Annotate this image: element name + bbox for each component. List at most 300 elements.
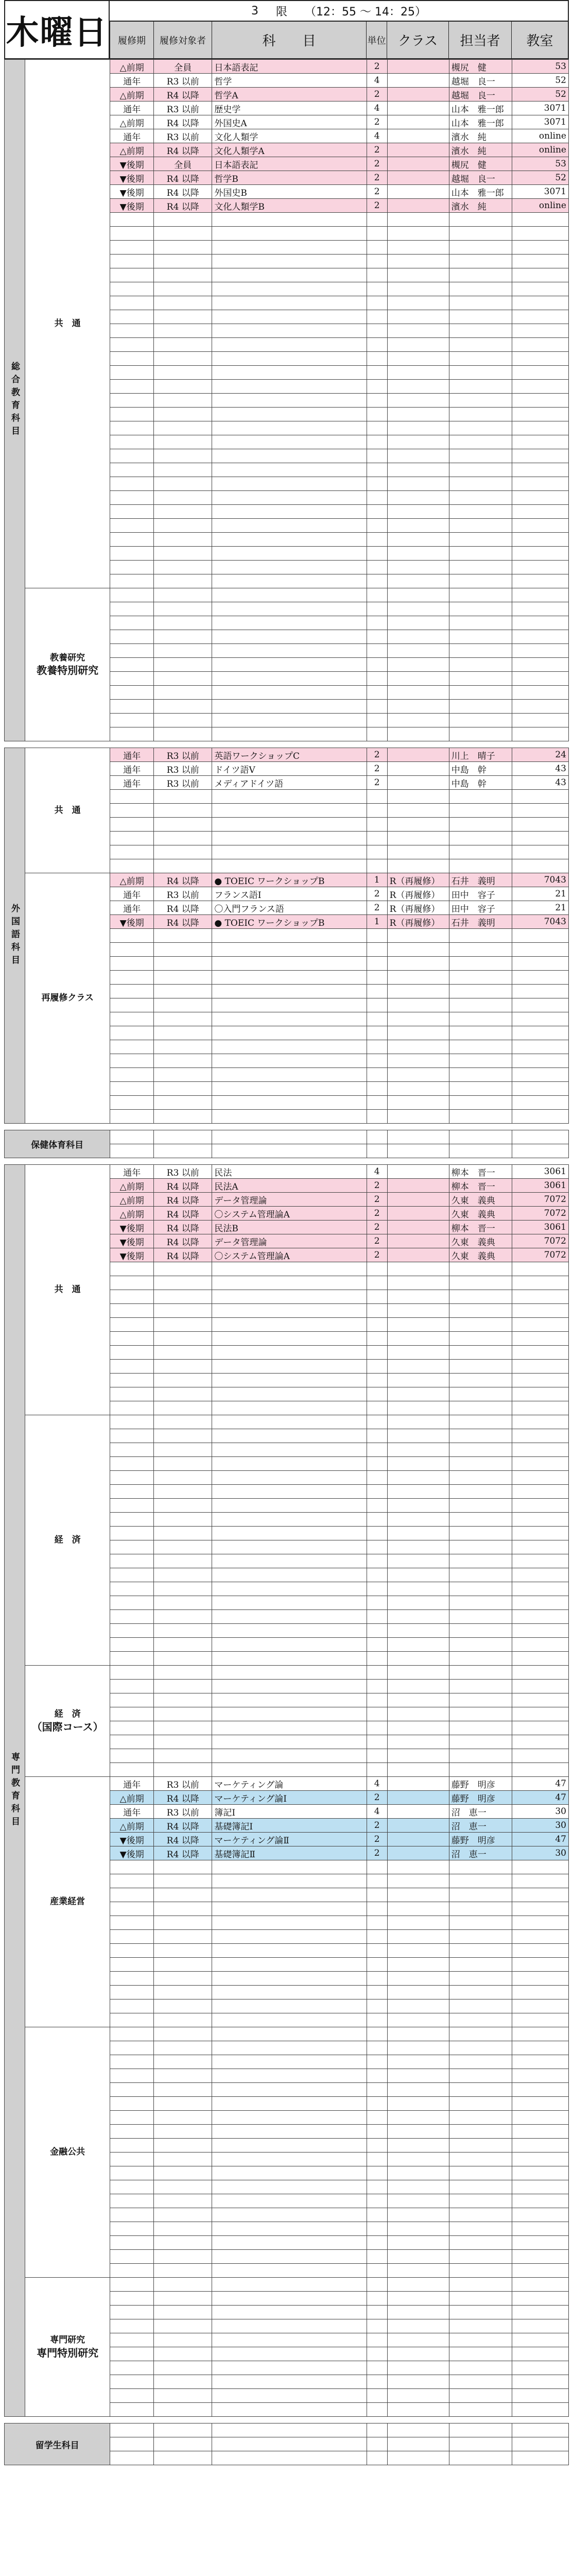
subject-cell xyxy=(212,449,367,463)
term-cell xyxy=(110,2013,154,2027)
class-cell xyxy=(387,818,449,832)
term-cell xyxy=(110,1040,154,1054)
period-label: 限 xyxy=(276,5,288,19)
class-cell xyxy=(387,213,449,227)
subject-cell xyxy=(212,310,367,324)
units-cell: 1 xyxy=(367,915,387,929)
teacher-cell xyxy=(449,2278,512,2292)
subject-cell xyxy=(212,929,367,943)
subject-cell xyxy=(212,1318,367,1332)
term-cell xyxy=(110,1485,154,1499)
subject-cell xyxy=(212,1401,367,1415)
target-cell xyxy=(154,2041,212,2055)
units-cell xyxy=(367,1499,387,1513)
target-cell xyxy=(154,519,212,533)
term-cell xyxy=(110,574,154,588)
term-cell xyxy=(110,1749,154,1763)
subject-cell xyxy=(212,2013,367,2027)
teacher-cell xyxy=(449,463,512,477)
room-cell: 7072 xyxy=(512,1248,568,1262)
room-cell: 3071 xyxy=(512,101,568,115)
units-cell xyxy=(367,1944,387,1958)
room-cell xyxy=(512,1499,568,1513)
class-cell xyxy=(387,1986,449,1999)
teacher-cell xyxy=(449,435,512,449)
room-cell: 7043 xyxy=(512,915,568,929)
target-cell: 全員 xyxy=(154,60,212,74)
subcategory-cell xyxy=(25,588,110,741)
class-cell xyxy=(387,1763,449,1777)
units-cell: 2 xyxy=(367,1207,387,1221)
teacher-cell xyxy=(449,2069,512,2083)
gap-cell xyxy=(5,2417,569,2424)
term-cell xyxy=(110,2236,154,2250)
class-cell xyxy=(387,1874,449,1888)
teacher-cell: 濱水 純 xyxy=(449,143,512,157)
room-cell xyxy=(512,352,568,366)
subject-cell xyxy=(212,1638,367,1652)
units-cell xyxy=(367,644,387,658)
column-header-row xyxy=(110,22,569,59)
teacher-cell xyxy=(449,477,512,491)
teacher-cell xyxy=(449,408,512,421)
class-cell xyxy=(387,1805,449,1819)
units-cell xyxy=(367,1986,387,1999)
target-cell: R3 以前 xyxy=(154,1777,212,1791)
subject-cell: 文化人類学 xyxy=(212,129,367,143)
units-cell xyxy=(367,1930,387,1944)
teacher-cell xyxy=(449,1054,512,1068)
target-cell xyxy=(154,380,212,394)
teacher-cell xyxy=(449,1582,512,1596)
room-cell xyxy=(512,296,568,310)
term-cell xyxy=(110,477,154,491)
term-cell xyxy=(110,818,154,832)
room-cell: 30 xyxy=(512,1819,568,1833)
teacher-cell xyxy=(449,998,512,1012)
class-cell xyxy=(387,658,449,672)
class-cell xyxy=(387,1221,449,1234)
room-cell xyxy=(512,804,568,818)
subject-cell: 〇システム管理論A xyxy=(212,1207,367,1221)
class-cell xyxy=(387,1735,449,1749)
subject-cell xyxy=(212,1290,367,1304)
col-header-units: 単位 xyxy=(366,22,387,58)
units-cell xyxy=(367,2437,387,2451)
target-cell xyxy=(154,2055,212,2069)
units-cell xyxy=(367,310,387,324)
subject-cell xyxy=(212,2437,367,2451)
room-cell: 3061 xyxy=(512,1165,568,1179)
subcategory-name: 再履修クラス xyxy=(41,993,94,1004)
room-cell xyxy=(512,1110,568,1124)
room-cell xyxy=(512,1068,568,1082)
subject-cell xyxy=(212,2208,367,2222)
teacher-cell xyxy=(449,957,512,971)
class-cell xyxy=(387,1248,449,1262)
target-cell xyxy=(154,1346,212,1360)
teacher-cell xyxy=(449,449,512,463)
units-cell: 4 xyxy=(367,1777,387,1791)
target-cell: R3 以前 xyxy=(154,776,212,790)
term-cell xyxy=(110,2306,154,2319)
subject-cell xyxy=(212,1471,367,1485)
target-cell xyxy=(154,686,212,700)
units-cell xyxy=(367,1527,387,1540)
teacher-cell: 石井 義明 xyxy=(449,915,512,929)
subject-cell: 民法A xyxy=(212,1179,367,1193)
class-cell xyxy=(387,477,449,491)
teacher-cell xyxy=(449,533,512,547)
subject-cell: 簿記Ⅰ xyxy=(212,1805,367,1819)
units-cell xyxy=(367,2027,387,2041)
room-cell xyxy=(512,2306,568,2319)
teacher-cell xyxy=(449,213,512,227)
term-cell: 通年 xyxy=(110,762,154,776)
target-cell: R3 以前 xyxy=(154,1165,212,1179)
subject-cell xyxy=(212,2319,367,2333)
subject-cell: フランス語Ⅰ xyxy=(212,887,367,901)
teacher-cell xyxy=(449,790,512,804)
room-cell xyxy=(512,1527,568,1540)
target-cell xyxy=(154,366,212,380)
units-cell xyxy=(367,2222,387,2236)
term-cell xyxy=(110,971,154,985)
class-cell xyxy=(387,2013,449,2027)
target-cell xyxy=(154,213,212,227)
subject-cell xyxy=(212,282,367,296)
teacher-cell xyxy=(449,1638,512,1652)
units-cell: 2 xyxy=(367,1791,387,1805)
units-cell xyxy=(367,1332,387,1346)
gap-cell xyxy=(5,741,569,748)
target-cell: R4 以降 xyxy=(154,1833,212,1846)
subject-cell xyxy=(212,2389,367,2403)
units-cell xyxy=(367,2278,387,2292)
term-cell: △前期 xyxy=(110,873,154,887)
units-cell xyxy=(367,2389,387,2403)
teacher-cell: 藤野 明彦 xyxy=(449,1777,512,1791)
term-cell xyxy=(110,1360,154,1374)
target-cell xyxy=(154,352,212,366)
category-cell: 留学生科目 xyxy=(5,2424,110,2465)
target-cell xyxy=(154,282,212,296)
teacher-cell xyxy=(449,1401,512,1415)
class-cell xyxy=(387,1054,449,1068)
class-cell xyxy=(387,296,449,310)
col-header-room: 教室 xyxy=(511,22,568,58)
units-cell xyxy=(367,2180,387,2194)
teacher-cell: 藤野 明彦 xyxy=(449,1833,512,1846)
room-cell xyxy=(512,1457,568,1471)
teacher-cell xyxy=(449,2264,512,2278)
subject-cell xyxy=(212,1130,367,1144)
room-cell xyxy=(512,394,568,408)
term-cell xyxy=(110,1054,154,1068)
term-cell: △前期 xyxy=(110,143,154,157)
subject-cell xyxy=(212,1582,367,1596)
subject-cell xyxy=(212,505,367,519)
target-cell xyxy=(154,602,212,616)
room-cell xyxy=(512,1026,568,1040)
table-row xyxy=(5,2027,569,2041)
room-cell xyxy=(512,1707,568,1721)
term-cell xyxy=(110,561,154,574)
teacher-cell xyxy=(449,630,512,644)
target-cell xyxy=(154,1721,212,1735)
units-cell xyxy=(367,1652,387,1666)
teacher-cell xyxy=(449,574,512,588)
room-cell xyxy=(512,672,568,686)
term-cell xyxy=(110,1986,154,1999)
subcategory-cell xyxy=(25,1777,110,2027)
class-cell xyxy=(387,2451,449,2465)
room-cell xyxy=(512,1554,568,1568)
target-cell: R4 以降 xyxy=(154,873,212,887)
category-cell: 専門教育科目 xyxy=(5,1165,25,2417)
units-cell: 1 xyxy=(367,873,387,887)
teacher-cell xyxy=(449,561,512,574)
target-cell xyxy=(154,588,212,602)
units-cell xyxy=(367,2424,387,2437)
subject-cell xyxy=(212,1082,367,1096)
term-cell xyxy=(110,1958,154,1972)
teacher-cell xyxy=(449,2403,512,2417)
room-cell xyxy=(512,1874,568,1888)
class-cell xyxy=(387,1999,449,2013)
teacher-cell xyxy=(449,1318,512,1332)
teacher-cell xyxy=(449,1916,512,1930)
target-cell xyxy=(154,408,212,421)
teacher-cell: 久東 義典 xyxy=(449,1193,512,1207)
subject-cell xyxy=(212,2278,367,2292)
target-cell: R4 以降 xyxy=(154,1248,212,1262)
subcategory-cell xyxy=(25,1415,110,1666)
units-cell xyxy=(367,1374,387,1387)
class-cell xyxy=(387,1165,449,1179)
room-cell xyxy=(512,714,568,727)
subject-cell xyxy=(212,2083,367,2097)
room-cell xyxy=(512,2125,568,2139)
units-cell xyxy=(367,1721,387,1735)
units-cell xyxy=(367,338,387,352)
room-cell xyxy=(512,2403,568,2417)
room-cell xyxy=(512,1582,568,1596)
subject-cell xyxy=(212,574,367,588)
class-cell xyxy=(387,2097,449,2111)
class-cell xyxy=(387,1290,449,1304)
teacher-cell xyxy=(449,255,512,268)
class-cell xyxy=(387,1777,449,1791)
table-row xyxy=(5,2424,569,2437)
teacher-cell xyxy=(449,241,512,255)
class-cell xyxy=(387,790,449,804)
class-cell xyxy=(387,2347,449,2361)
room-cell xyxy=(512,943,568,957)
room-cell: 21 xyxy=(512,901,568,915)
units-cell xyxy=(367,491,387,505)
teacher-cell xyxy=(449,1304,512,1318)
class-cell xyxy=(387,1707,449,1721)
room-cell xyxy=(512,282,568,296)
class-cell xyxy=(387,1652,449,1666)
term-cell xyxy=(110,2069,154,2083)
term-cell: 通年 xyxy=(110,887,154,901)
subject-cell xyxy=(212,1652,367,1666)
units-cell xyxy=(367,1513,387,1527)
class-cell xyxy=(387,1040,449,1054)
units-cell xyxy=(367,700,387,714)
room-cell xyxy=(512,324,568,338)
target-cell: R4 以降 xyxy=(154,115,212,129)
units-cell xyxy=(367,2319,387,2333)
target-cell xyxy=(154,491,212,505)
target-cell: R4 以降 xyxy=(154,1819,212,1833)
teacher-cell: 沼 恵一 xyxy=(449,1805,512,1819)
target-cell xyxy=(154,505,212,519)
class-cell xyxy=(387,1262,449,1276)
term-cell xyxy=(110,957,154,971)
units-cell xyxy=(367,1735,387,1749)
units-cell xyxy=(367,1318,387,1332)
room-cell: 24 xyxy=(512,748,568,762)
term-cell xyxy=(110,380,154,394)
target-cell xyxy=(154,1874,212,1888)
class-cell xyxy=(387,157,449,171)
subject-cell xyxy=(212,616,367,630)
target-cell xyxy=(154,929,212,943)
teacher-cell xyxy=(449,1596,512,1610)
class-cell xyxy=(387,1624,449,1638)
target-cell xyxy=(154,394,212,408)
term-cell xyxy=(110,2139,154,2153)
units-cell: 4 xyxy=(367,1165,387,1179)
term-cell: △前期 xyxy=(110,1179,154,1193)
term-cell xyxy=(110,845,154,859)
class-cell xyxy=(387,505,449,519)
subcategory-subname: （国際コース） xyxy=(31,1720,103,1733)
room-cell xyxy=(512,1638,568,1652)
subject-cell xyxy=(212,1568,367,1582)
term-cell xyxy=(110,1680,154,1693)
subject-cell xyxy=(212,1999,367,2013)
room-cell xyxy=(512,1944,568,1958)
units-cell xyxy=(367,296,387,310)
class-cell xyxy=(387,338,449,352)
teacher-cell xyxy=(449,2375,512,2389)
class-cell xyxy=(387,2125,449,2139)
target-cell xyxy=(154,1443,212,1457)
room-cell xyxy=(512,1666,568,1680)
subject-cell xyxy=(212,1624,367,1638)
target-cell: R4 以降 xyxy=(154,88,212,101)
category-cell: 総合教育科目 xyxy=(5,60,25,741)
teacher-cell xyxy=(449,2347,512,2361)
teacher-cell: 久東 義典 xyxy=(449,1207,512,1221)
units-cell: 2 xyxy=(367,171,387,185)
table-row xyxy=(5,748,569,762)
units-cell xyxy=(367,1040,387,1054)
class-cell xyxy=(387,2278,449,2292)
subject-cell xyxy=(212,1262,367,1276)
class-cell xyxy=(387,985,449,998)
room-cell: 43 xyxy=(512,776,568,790)
term-cell xyxy=(110,2389,154,2403)
term-cell xyxy=(110,686,154,700)
subject-cell xyxy=(212,2424,367,2437)
teacher-cell xyxy=(449,1096,512,1110)
term-cell xyxy=(110,1499,154,1513)
teacher-cell xyxy=(449,1130,512,1144)
class-cell xyxy=(387,1068,449,1082)
room-cell: 7043 xyxy=(512,873,568,887)
target-cell xyxy=(154,985,212,998)
units-cell xyxy=(367,859,387,873)
subject-cell xyxy=(212,1012,367,1026)
gap-cell xyxy=(5,1158,569,1165)
term-cell xyxy=(110,227,154,241)
table-row xyxy=(5,873,569,887)
term-cell xyxy=(110,268,154,282)
room-cell xyxy=(512,1374,568,1387)
term-cell: ▼後期 xyxy=(110,199,154,213)
subject-cell: 民法 xyxy=(212,1165,367,1179)
target-cell xyxy=(154,1749,212,1763)
term-cell xyxy=(110,804,154,818)
class-cell xyxy=(387,101,449,115)
class-cell xyxy=(387,2437,449,2451)
target-cell xyxy=(154,1554,212,1568)
class-cell: R（再履修） xyxy=(387,915,449,929)
class-cell xyxy=(387,2166,449,2180)
room-cell xyxy=(512,2194,568,2208)
teacher-cell xyxy=(449,1499,512,1513)
room-cell xyxy=(512,1040,568,1054)
units-cell xyxy=(367,1916,387,1930)
class-cell xyxy=(387,2333,449,2347)
room-cell: online xyxy=(512,199,568,213)
subject-cell xyxy=(212,352,367,366)
units-cell: 2 xyxy=(367,1833,387,1846)
subject-cell xyxy=(212,1332,367,1346)
units-cell xyxy=(367,1026,387,1040)
room-cell xyxy=(512,1332,568,1346)
class-cell xyxy=(387,2306,449,2319)
term-cell xyxy=(110,998,154,1012)
teacher-cell: 石井 義明 xyxy=(449,873,512,887)
units-cell xyxy=(367,1068,387,1082)
subject-cell: 基礎簿記Ⅰ xyxy=(212,1819,367,1833)
term-cell xyxy=(110,421,154,435)
teacher-cell xyxy=(449,2097,512,2111)
subject-cell xyxy=(212,2451,367,2465)
class-cell xyxy=(387,60,449,74)
class-cell xyxy=(387,1610,449,1624)
target-cell: R4 以降 xyxy=(154,1179,212,1193)
class-cell xyxy=(387,1819,449,1833)
target-cell xyxy=(154,1471,212,1485)
class-cell xyxy=(387,1179,449,1193)
class-cell xyxy=(387,449,449,463)
teacher-cell: 越堀 良一 xyxy=(449,74,512,88)
target-cell xyxy=(154,2424,212,2437)
teacher-cell xyxy=(449,2306,512,2319)
target-cell xyxy=(154,310,212,324)
class-cell xyxy=(387,2208,449,2222)
room-cell xyxy=(512,2250,568,2264)
class-cell xyxy=(387,2041,449,2055)
units-cell xyxy=(367,1429,387,1443)
